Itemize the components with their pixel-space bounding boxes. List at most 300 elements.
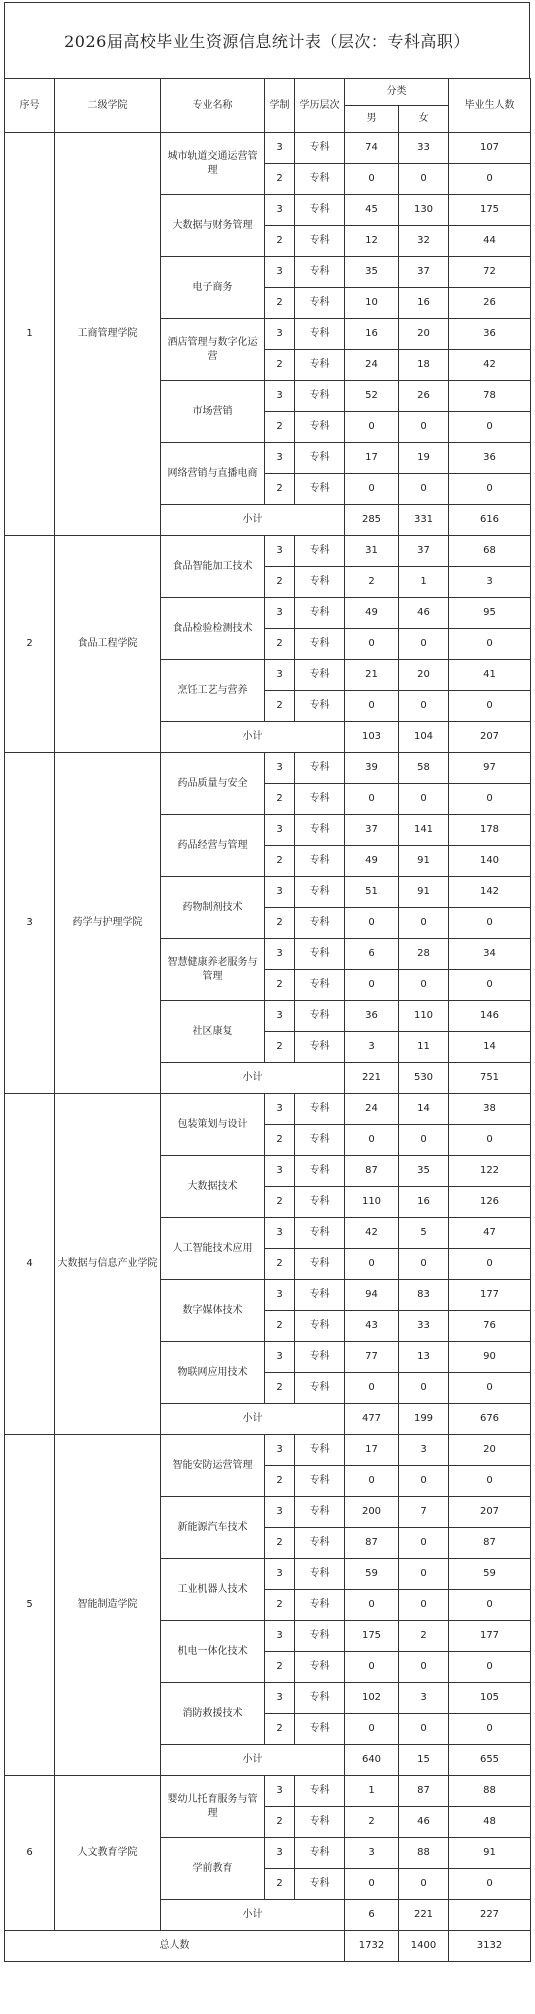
years-cell: 3 — [265, 753, 295, 784]
years-cell: 3 — [265, 443, 295, 474]
years-cell: 2 — [265, 226, 295, 257]
level-cell: 专科 — [295, 1311, 345, 1342]
female-cell: 88 — [399, 1838, 449, 1869]
years-cell: 2 — [265, 1187, 295, 1218]
male-cell: 0 — [345, 164, 399, 195]
major-name-cell: 药物制剂技术 — [161, 877, 265, 939]
male-cell: 102 — [345, 1683, 399, 1714]
male-cell: 0 — [345, 908, 399, 939]
level-cell: 专科 — [295, 1807, 345, 1838]
years-cell: 2 — [265, 1528, 295, 1559]
years-cell: 2 — [265, 1466, 295, 1497]
header-college: 二级学院 — [55, 79, 161, 133]
female-cell: 87 — [399, 1776, 449, 1807]
major-name-cell: 食品智能加工技术 — [161, 536, 265, 598]
years-cell: 2 — [265, 1652, 295, 1683]
major-name-cell: 物联网应用技术 — [161, 1342, 265, 1404]
college-name-cell: 大数据与信息产业学院 — [55, 1094, 161, 1435]
years-cell: 3 — [265, 1280, 295, 1311]
female-cell: 46 — [399, 598, 449, 629]
total-cell: 0 — [449, 1869, 531, 1900]
male-cell: 0 — [345, 1869, 399, 1900]
female-cell: 0 — [399, 474, 449, 505]
total-cell: 0 — [449, 1249, 531, 1280]
level-cell: 专科 — [295, 1497, 345, 1528]
level-cell: 专科 — [295, 970, 345, 1001]
years-cell: 2 — [265, 1125, 295, 1156]
subtotal-male-cell: 477 — [345, 1404, 399, 1435]
major-name-cell: 工业机器人技术 — [161, 1559, 265, 1621]
female-cell: 0 — [399, 970, 449, 1001]
level-cell: 专科 — [295, 1342, 345, 1373]
level-cell: 专科 — [295, 877, 345, 908]
female-cell: 0 — [399, 412, 449, 443]
level-cell: 专科 — [295, 1776, 345, 1807]
years-cell: 3 — [265, 195, 295, 226]
subtotal-label: 小计 — [161, 1900, 345, 1931]
years-cell: 3 — [265, 1001, 295, 1032]
major-name-cell: 智能安防运营管理 — [161, 1435, 265, 1497]
level-cell: 专科 — [295, 1125, 345, 1156]
years-cell: 2 — [265, 1373, 295, 1404]
female-cell: 35 — [399, 1156, 449, 1187]
subtotal-label: 小计 — [161, 505, 345, 536]
major-name-cell: 新能源汽车技术 — [161, 1497, 265, 1559]
total-cell: 0 — [449, 691, 531, 722]
total-cell: 0 — [449, 412, 531, 443]
major-name-cell: 大数据与财务管理 — [161, 195, 265, 257]
years-cell: 2 — [265, 1869, 295, 1900]
years-cell: 3 — [265, 1435, 295, 1466]
years-cell: 2 — [265, 288, 295, 319]
total-cell: 0 — [449, 1590, 531, 1621]
years-cell: 3 — [265, 536, 295, 567]
years-cell: 2 — [265, 567, 295, 598]
header-total: 毕业生人数 — [449, 79, 531, 133]
total-cell: 78 — [449, 381, 531, 412]
level-cell: 专科 — [295, 1249, 345, 1280]
total-cell: 95 — [449, 598, 531, 629]
years-cell: 3 — [265, 1342, 295, 1373]
years-cell: 2 — [265, 412, 295, 443]
header-female: 女 — [399, 106, 449, 133]
female-cell: 19 — [399, 443, 449, 474]
male-cell: 110 — [345, 1187, 399, 1218]
total-cell: 177 — [449, 1280, 531, 1311]
college-name-cell: 工商管理学院 — [55, 133, 161, 536]
major-name-cell: 电子商务 — [161, 257, 265, 319]
college-seq-cell: 5 — [5, 1435, 55, 1776]
total-cell: 0 — [449, 908, 531, 939]
female-cell: 0 — [399, 1528, 449, 1559]
level-cell: 专科 — [295, 1156, 345, 1187]
male-cell: 43 — [345, 1311, 399, 1342]
total-cell: 140 — [449, 846, 531, 877]
female-cell: 0 — [399, 1869, 449, 1900]
college-seq-cell: 4 — [5, 1094, 55, 1435]
level-cell: 专科 — [295, 195, 345, 226]
major-name-cell: 智慧健康养老服务与管理 — [161, 939, 265, 1001]
male-cell: 42 — [345, 1218, 399, 1249]
total-cell: 34 — [449, 939, 531, 970]
years-cell: 2 — [265, 1032, 295, 1063]
major-name-cell: 机电一体化技术 — [161, 1621, 265, 1683]
years-cell: 2 — [265, 846, 295, 877]
total-cell: 41 — [449, 660, 531, 691]
level-cell: 专科 — [295, 691, 345, 722]
subtotal-male-cell: 6 — [345, 1900, 399, 1931]
years-cell: 2 — [265, 970, 295, 1001]
years-cell: 3 — [265, 939, 295, 970]
years-cell: 2 — [265, 1249, 295, 1280]
female-cell: 33 — [399, 133, 449, 164]
female-cell: 0 — [399, 629, 449, 660]
male-cell: 0 — [345, 1373, 399, 1404]
male-cell: 0 — [345, 1590, 399, 1621]
major-name-cell: 烹饪工艺与营养 — [161, 660, 265, 722]
subtotal-total-cell: 207 — [449, 722, 531, 753]
male-cell: 0 — [345, 970, 399, 1001]
male-cell: 51 — [345, 877, 399, 908]
total-cell: 126 — [449, 1187, 531, 1218]
female-cell: 0 — [399, 1466, 449, 1497]
table-header — [5, 79, 531, 133]
female-cell: 16 — [399, 1187, 449, 1218]
years-cell: 3 — [265, 877, 295, 908]
level-cell: 专科 — [295, 1528, 345, 1559]
male-cell: 0 — [345, 784, 399, 815]
female-cell: 130 — [399, 195, 449, 226]
header-major: 专业名称 — [161, 79, 265, 133]
subtotal-total-cell: 676 — [449, 1404, 531, 1435]
years-cell: 3 — [265, 1621, 295, 1652]
subtotal-label: 小计 — [161, 722, 345, 753]
total-cell: 207 — [449, 1497, 531, 1528]
years-cell: 3 — [265, 133, 295, 164]
male-cell: 0 — [345, 1125, 399, 1156]
male-cell: 87 — [345, 1156, 399, 1187]
female-cell: 16 — [399, 288, 449, 319]
header-category: 分类 — [345, 79, 449, 106]
male-cell: 0 — [345, 629, 399, 660]
level-cell: 专科 — [295, 536, 345, 567]
female-cell: 2 — [399, 1621, 449, 1652]
major-name-cell: 酒店管理与数字化运营 — [161, 319, 265, 381]
female-cell: 28 — [399, 939, 449, 970]
female-cell: 3 — [399, 1435, 449, 1466]
header-seq: 序号 — [5, 79, 55, 133]
level-cell: 专科 — [295, 1590, 345, 1621]
total-cell: 91 — [449, 1838, 531, 1869]
college-seq-cell: 2 — [5, 536, 55, 753]
years-cell: 2 — [265, 474, 295, 505]
subtotal-male-cell: 640 — [345, 1745, 399, 1776]
subtotal-female-cell: 331 — [399, 505, 449, 536]
total-cell: 0 — [449, 1373, 531, 1404]
male-cell: 77 — [345, 1342, 399, 1373]
total-cell: 178 — [449, 815, 531, 846]
years-cell: 3 — [265, 381, 295, 412]
years-cell: 3 — [265, 1497, 295, 1528]
major-name-cell: 市场营销 — [161, 381, 265, 443]
college-name-cell: 人文教育学院 — [55, 1776, 161, 1931]
years-cell: 2 — [265, 164, 295, 195]
years-cell: 3 — [265, 1838, 295, 1869]
level-cell: 专科 — [295, 660, 345, 691]
total-cell: 0 — [449, 1652, 531, 1683]
female-cell: 1 — [399, 567, 449, 598]
total-cell: 48 — [449, 1807, 531, 1838]
years-cell: 3 — [265, 257, 295, 288]
grand-total-female-cell: 1400 — [399, 1931, 449, 1962]
total-cell: 76 — [449, 1311, 531, 1342]
total-cell: 36 — [449, 443, 531, 474]
total-cell: 87 — [449, 1528, 531, 1559]
level-cell: 专科 — [295, 319, 345, 350]
subtotal-total-cell: 655 — [449, 1745, 531, 1776]
years-cell: 2 — [265, 784, 295, 815]
female-cell: 18 — [399, 350, 449, 381]
subtotal-female-cell: 15 — [399, 1745, 449, 1776]
graduate-statistics-table — [4, 78, 531, 1962]
level-cell: 专科 — [295, 784, 345, 815]
total-cell: 0 — [449, 784, 531, 815]
level-cell: 专科 — [295, 1032, 345, 1063]
total-cell: 0 — [449, 474, 531, 505]
major-name-cell: 食品检验检测技术 — [161, 598, 265, 660]
header-level: 学历层次 — [295, 79, 345, 133]
male-cell: 17 — [345, 443, 399, 474]
total-cell: 26 — [449, 288, 531, 319]
level-cell: 专科 — [295, 1652, 345, 1683]
total-cell: 0 — [449, 970, 531, 1001]
major-name-cell: 大数据技术 — [161, 1156, 265, 1218]
college-name-cell: 智能制造学院 — [55, 1435, 161, 1776]
total-cell: 0 — [449, 629, 531, 660]
level-cell: 专科 — [295, 1714, 345, 1745]
male-cell: 10 — [345, 288, 399, 319]
level-cell: 专科 — [295, 257, 345, 288]
female-cell: 20 — [399, 319, 449, 350]
male-cell: 87 — [345, 1528, 399, 1559]
total-cell: 36 — [449, 319, 531, 350]
level-cell: 专科 — [295, 846, 345, 877]
female-cell: 0 — [399, 1249, 449, 1280]
table-row — [5, 133, 531, 164]
college-name-cell: 药学与护理学院 — [55, 753, 161, 1094]
header-years: 学制 — [265, 79, 295, 133]
table-row — [5, 1435, 531, 1466]
table-body — [5, 133, 531, 1962]
female-cell: 0 — [399, 691, 449, 722]
table-row — [5, 536, 531, 567]
level-cell: 专科 — [295, 1001, 345, 1032]
female-cell: 5 — [399, 1218, 449, 1249]
total-cell: 20 — [449, 1435, 531, 1466]
years-cell: 3 — [265, 1094, 295, 1125]
total-cell: 88 — [449, 1776, 531, 1807]
years-cell: 3 — [265, 660, 295, 691]
male-cell: 2 — [345, 1807, 399, 1838]
major-name-cell: 药品质量与安全 — [161, 753, 265, 815]
male-cell: 24 — [345, 350, 399, 381]
total-cell: 44 — [449, 226, 531, 257]
level-cell: 专科 — [295, 567, 345, 598]
level-cell: 专科 — [295, 598, 345, 629]
female-cell: 32 — [399, 226, 449, 257]
years-cell: 2 — [265, 908, 295, 939]
female-cell: 0 — [399, 1652, 449, 1683]
male-cell: 52 — [345, 381, 399, 412]
male-cell: 39 — [345, 753, 399, 784]
subtotal-male-cell: 285 — [345, 505, 399, 536]
total-cell: 146 — [449, 1001, 531, 1032]
subtotal-male-cell: 103 — [345, 722, 399, 753]
female-cell: 13 — [399, 1342, 449, 1373]
header-male: 男 — [345, 106, 399, 133]
total-cell: 72 — [449, 257, 531, 288]
total-cell: 175 — [449, 195, 531, 226]
female-cell: 0 — [399, 1373, 449, 1404]
male-cell: 3 — [345, 1032, 399, 1063]
male-cell: 3 — [345, 1838, 399, 1869]
level-cell: 专科 — [295, 381, 345, 412]
female-cell: 20 — [399, 660, 449, 691]
subtotal-female-cell: 221 — [399, 1900, 449, 1931]
male-cell: 24 — [345, 1094, 399, 1125]
male-cell: 0 — [345, 1652, 399, 1683]
level-cell: 专科 — [295, 164, 345, 195]
subtotal-label: 小计 — [161, 1063, 345, 1094]
total-cell: 142 — [449, 877, 531, 908]
level-cell: 专科 — [295, 629, 345, 660]
college-seq-cell: 3 — [5, 753, 55, 1094]
male-cell: 0 — [345, 474, 399, 505]
male-cell: 0 — [345, 1249, 399, 1280]
level-cell: 专科 — [295, 908, 345, 939]
subtotal-label: 小计 — [161, 1745, 345, 1776]
major-name-cell: 社区康复 — [161, 1001, 265, 1063]
female-cell: 91 — [399, 846, 449, 877]
male-cell: 17 — [345, 1435, 399, 1466]
level-cell: 专科 — [295, 133, 345, 164]
female-cell: 46 — [399, 1807, 449, 1838]
years-cell: 3 — [265, 598, 295, 629]
table-row — [5, 1094, 531, 1125]
male-cell: 1 — [345, 1776, 399, 1807]
total-cell: 14 — [449, 1032, 531, 1063]
years-cell: 3 — [265, 815, 295, 846]
female-cell: 37 — [399, 257, 449, 288]
level-cell: 专科 — [295, 412, 345, 443]
female-cell: 0 — [399, 908, 449, 939]
table-row — [5, 753, 531, 784]
years-cell: 3 — [265, 1776, 295, 1807]
years-cell: 3 — [265, 1156, 295, 1187]
female-cell: 14 — [399, 1094, 449, 1125]
college-seq-cell: 1 — [5, 133, 55, 536]
major-name-cell: 婴幼儿托育服务与管理 — [161, 1776, 265, 1838]
level-cell: 专科 — [295, 939, 345, 970]
female-cell: 33 — [399, 1311, 449, 1342]
female-cell: 141 — [399, 815, 449, 846]
level-cell: 专科 — [295, 815, 345, 846]
female-cell: 0 — [399, 1590, 449, 1621]
subtotal-total-cell: 616 — [449, 505, 531, 536]
male-cell: 74 — [345, 133, 399, 164]
male-cell: 6 — [345, 939, 399, 970]
major-name-cell: 包装策划与设计 — [161, 1094, 265, 1156]
total-cell: 38 — [449, 1094, 531, 1125]
female-cell: 3 — [399, 1683, 449, 1714]
male-cell: 31 — [345, 536, 399, 567]
subtotal-label: 小计 — [161, 1404, 345, 1435]
years-cell: 2 — [265, 350, 295, 381]
level-cell: 专科 — [295, 1435, 345, 1466]
total-cell: 122 — [449, 1156, 531, 1187]
female-cell: 83 — [399, 1280, 449, 1311]
male-cell: 36 — [345, 1001, 399, 1032]
female-cell: 37 — [399, 536, 449, 567]
table-row — [5, 1776, 531, 1807]
years-cell: 2 — [265, 629, 295, 660]
male-cell: 49 — [345, 598, 399, 629]
female-cell: 0 — [399, 784, 449, 815]
subtotal-male-cell: 221 — [345, 1063, 399, 1094]
male-cell: 2 — [345, 567, 399, 598]
total-cell: 68 — [449, 536, 531, 567]
level-cell: 专科 — [295, 1621, 345, 1652]
female-cell: 58 — [399, 753, 449, 784]
years-cell: 3 — [265, 1683, 295, 1714]
male-cell: 200 — [345, 1497, 399, 1528]
years-cell: 3 — [265, 1218, 295, 1249]
subtotal-total-cell: 227 — [449, 1900, 531, 1931]
male-cell: 21 — [345, 660, 399, 691]
total-cell: 59 — [449, 1559, 531, 1590]
male-cell: 16 — [345, 319, 399, 350]
major-name-cell: 人工智能技术应用 — [161, 1218, 265, 1280]
years-cell: 3 — [265, 319, 295, 350]
total-cell: 97 — [449, 753, 531, 784]
level-cell: 专科 — [295, 350, 345, 381]
female-cell: 26 — [399, 381, 449, 412]
major-name-cell: 消防救援技术 — [161, 1683, 265, 1745]
male-cell: 175 — [345, 1621, 399, 1652]
level-cell: 专科 — [295, 443, 345, 474]
major-name-cell: 网络营销与直播电商 — [161, 443, 265, 505]
level-cell: 专科 — [295, 1373, 345, 1404]
level-cell: 专科 — [295, 1683, 345, 1714]
female-cell: 0 — [399, 164, 449, 195]
total-cell: 177 — [449, 1621, 531, 1652]
female-cell: 7 — [399, 1497, 449, 1528]
total-cell: 107 — [449, 133, 531, 164]
subtotal-female-cell: 104 — [399, 722, 449, 753]
male-cell: 59 — [345, 1559, 399, 1590]
level-cell: 专科 — [295, 1280, 345, 1311]
major-name-cell: 城市轨道交通运营管理 — [161, 133, 265, 195]
major-name-cell: 学前教育 — [161, 1838, 265, 1900]
female-cell: 0 — [399, 1714, 449, 1745]
years-cell: 2 — [265, 1311, 295, 1342]
level-cell: 专科 — [295, 1466, 345, 1497]
years-cell: 2 — [265, 691, 295, 722]
subtotal-female-cell: 199 — [399, 1404, 449, 1435]
subtotal-female-cell: 530 — [399, 1063, 449, 1094]
male-cell: 94 — [345, 1280, 399, 1311]
total-cell: 47 — [449, 1218, 531, 1249]
